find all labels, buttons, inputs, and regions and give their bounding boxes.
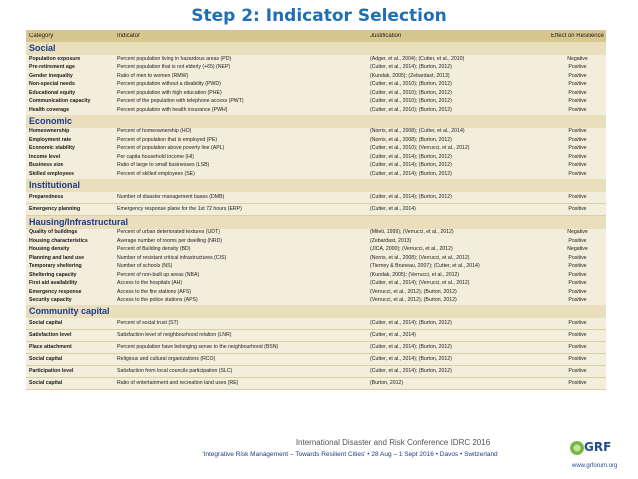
table-row <box>26 246 606 255</box>
table-row <box>26 288 606 297</box>
cell-category: Emergency response <box>29 288 82 295</box>
cell-justification: (Kundak, 2005); (Verrucci, et al., 2012) <box>370 271 460 278</box>
cell-justification: (Cutter, et al., 2014); (Burton, 2012) <box>370 193 452 200</box>
section-title: Hausing/Infrastructural <box>29 216 129 227</box>
cell-category: Housing characteristics <box>29 237 88 244</box>
cell-effect: Positive <box>568 81 587 88</box>
cell-category: Social capital <box>29 356 63 362</box>
cell-justification: (Cutter, et al., 2014); (Verrucci, et al., 2012) <box>370 280 470 287</box>
cell-indicator: Percent of non-built up areas (NBA) <box>117 271 200 278</box>
cell-indicator: Percent population with high education (PHE) <box>117 89 222 96</box>
indicator-table <box>26 30 606 390</box>
table-row <box>26 297 606 306</box>
cell-indicator: Satisfaction level of neighbourhood relation (LNR) <box>117 332 232 338</box>
table-row <box>26 98 606 107</box>
cell-category: Sheltering capacity <box>29 271 77 278</box>
cell-indicator: Number of resistant critical infrastructures (CIS) <box>117 254 227 261</box>
cell-effect: Negative <box>567 246 588 253</box>
cell-indicator: Religious and cultural organizations (RCO) <box>117 356 216 362</box>
table-row <box>26 81 606 90</box>
cell-category: Business size <box>29 162 64 169</box>
cell-indicator: Percent population without a disability (PWD) <box>117 81 221 88</box>
cell-effect: Positive <box>568 128 587 135</box>
table-row <box>26 192 606 203</box>
cell-effect: Positive <box>568 280 587 287</box>
cell-effect: Positive <box>568 136 587 143</box>
table-header-row <box>26 30 606 42</box>
cell-indicator: Ratio of men to women (RMW) <box>117 72 189 79</box>
cell-indicator: Percent of homeownership (HO) <box>117 128 192 135</box>
cell-effect: Positive <box>568 356 587 362</box>
cell-effect: Positive <box>568 153 587 160</box>
cell-category: Communication capacity <box>29 98 91 105</box>
table-row <box>26 128 606 137</box>
cell-indicator: Access to the hospitals (AH) <box>117 280 183 287</box>
cell-category: Security capacity <box>29 297 72 304</box>
cell-justification: (Cutter, et al., 2014); (Burton, 2012) <box>370 162 452 169</box>
section-header <box>26 305 606 318</box>
table-row <box>26 55 606 64</box>
cell-indicator: Number of schools (NS) <box>117 263 173 270</box>
cell-category: Social capital <box>29 320 63 326</box>
cell-justification: (Cutter, et al., 2014); (Burton, 2012) <box>370 320 452 326</box>
cell-category: Quality of buildings <box>29 229 78 236</box>
header-effect: Effect on Resilience <box>551 32 604 39</box>
cell-effect: Positive <box>568 64 587 71</box>
cell-justification: (Cutter, et al., 2014); (Burton, 2012) <box>370 356 452 362</box>
row-divider <box>26 389 606 390</box>
cell-effect: Positive <box>568 98 587 105</box>
cell-effect: Positive <box>568 271 587 278</box>
cell-effect: Positive <box>568 288 587 295</box>
table-row <box>26 204 606 215</box>
table-row <box>26 378 606 389</box>
cell-effect: Positive <box>568 297 587 304</box>
cell-effect: Positive <box>568 237 587 244</box>
cell-category: Gender inequality <box>29 72 73 79</box>
table-row <box>26 89 606 98</box>
logo-text: GRF <box>584 440 612 454</box>
cell-justification: (Norris, et al., 2008); (Burton, 2012) <box>370 136 452 143</box>
cell-effect: Positive <box>568 193 587 200</box>
table-row <box>26 153 606 162</box>
cell-indicator: Percent of skilled employees (SE) <box>117 170 195 177</box>
cell-effect: Positive <box>568 368 587 374</box>
page-title: Step 2: Indicator Selection <box>191 6 447 26</box>
cell-justification: (Mileti, 1999); (Verrucci, et al., 2012) <box>370 229 454 236</box>
table-row <box>26 170 606 179</box>
cell-justification: (Cutter, et al., 2014); (Burton, 2012) <box>370 344 452 350</box>
table-row <box>26 366 606 377</box>
cell-justification: (Cutter, et al., 2014); (Burton, 2012) <box>370 170 452 177</box>
cell-category: Temporary sheltering <box>29 263 82 270</box>
cell-effect: Negative <box>567 229 588 236</box>
cell-category: Place attachment <box>29 344 72 350</box>
section-header <box>26 179 606 192</box>
cell-indicator: Percent of the population with telephone access (PWT) <box>117 98 244 105</box>
cell-category: Preparedness <box>29 193 64 200</box>
header-justification: Justification <box>370 32 402 39</box>
cell-indicator: Satisfaction from local councils participation (SLC) <box>117 368 233 374</box>
cell-effect: Positive <box>568 380 587 386</box>
cell-indicator: Percent of Building density (BD) <box>117 246 191 253</box>
cell-effect: Positive <box>568 72 587 79</box>
cell-justification: (Cutter, et al., 2014) <box>370 332 416 338</box>
table-row <box>26 162 606 171</box>
cell-justification: (Verrucci, et al., 2012); (Burton, 2012) <box>370 288 457 295</box>
cell-effect: Positive <box>568 332 587 338</box>
cell-justification: (Cutter, et al., 2014); (Burton, 2012) <box>370 368 452 374</box>
cell-indicator: Access to the police stations (APS) <box>117 297 198 304</box>
table-row <box>26 330 606 341</box>
table-row <box>26 106 606 115</box>
cell-effect: Negative <box>567 55 588 62</box>
table-row <box>26 136 606 145</box>
cell-indicator: Percent population living in hazardous areas (PD) <box>117 55 232 62</box>
cell-indicator: Access to the fire stations (AFS) <box>117 288 192 295</box>
section-title: Social <box>29 43 56 53</box>
cell-category: Homeownership <box>29 128 70 135</box>
cell-justification: (Adger, et al., 2004); (Cutter, et al., 2010) <box>370 55 465 62</box>
cell-indicator: Percent of population above poverty line (APL) <box>117 145 225 152</box>
cell-justification: (Tierney & Bruneau, 2007); (Cutter, et al., 2014) <box>370 263 480 270</box>
cell-category: Pre-retirement age <box>29 64 75 71</box>
table-row <box>26 342 606 353</box>
cell-indicator: Number of disaster management bases (DMB) <box>117 193 225 200</box>
cell-effect: Positive <box>568 263 587 270</box>
cell-category: Income level <box>29 153 61 160</box>
table-row <box>26 229 606 238</box>
section-title: Economic <box>29 115 73 126</box>
cell-category: Satisfaction level <box>29 332 72 338</box>
cell-justification: (Cutter, et al., 2014) <box>370 205 416 212</box>
cell-category: Emergency planning <box>29 205 81 212</box>
cell-effect: Positive <box>568 170 587 177</box>
cell-effect: Positive <box>568 145 587 152</box>
table-row <box>26 263 606 272</box>
cell-justification: (Kundak, 2005); (Zebardast, 2013) <box>370 72 450 79</box>
section-title: Community capital <box>29 306 110 316</box>
cell-category: First aid availability <box>29 280 78 287</box>
cell-indicator: Percent of urban deteriorated textures (UDT) <box>117 229 220 236</box>
cell-indicator: Percent population have belonging sense to the neighbourhood (BSN) <box>117 344 279 350</box>
cell-justification: (Cutter, et al., 2010); (Burton, 2012) <box>370 81 452 88</box>
cell-justification: (Cutter, et al., 2010); (Burton, 2012) <box>370 106 452 113</box>
cell-category: Non-special needs <box>29 81 75 88</box>
conference-name: International Disaster and Risk Conference IDRC 2016 <box>295 438 491 447</box>
table-row <box>26 271 606 280</box>
cell-effect: Positive <box>568 205 587 212</box>
cell-indicator: Percent of population that is employed (PE) <box>117 136 218 143</box>
cell-category: Housing density <box>29 246 70 253</box>
section-header <box>26 115 606 128</box>
table-row <box>26 318 606 329</box>
cell-indicator: Percent population with health insurance (PWH) <box>117 106 228 113</box>
cell-category: Planning and land use <box>29 254 85 261</box>
table-row <box>26 72 606 81</box>
table-row <box>26 354 606 365</box>
cell-effect: Positive <box>568 344 587 350</box>
cell-indicator: Ratio of entertainment and recreation land uses (RE) <box>117 380 239 386</box>
cell-indicator: Ratio of large to small businesses (LSB) <box>117 162 210 169</box>
cell-category: Participation level <box>29 368 74 374</box>
cell-effect: Positive <box>568 106 587 113</box>
cell-category: Employment rate <box>29 136 72 143</box>
section-header <box>26 42 606 55</box>
cell-indicator: Percent of social trust (ST) <box>117 320 179 326</box>
cell-justification: (JICA, 2000); (Verrucci, et al., 2012) <box>370 246 453 253</box>
cell-indicator: Per capita household income (HI) <box>117 153 194 160</box>
cell-effect: Positive <box>568 254 587 261</box>
table-row <box>26 280 606 289</box>
header-indicator: Indicator <box>117 32 141 39</box>
section-title: Institutional <box>29 179 80 190</box>
cell-effect: Positive <box>568 89 587 96</box>
cell-indicator: Percent population that is not elderly (+65) (NEP) <box>117 64 231 71</box>
cell-justification: (Verrucci, et al., 2012); (Burton, 2012) <box>370 297 457 304</box>
website-url[interactable]: www.grforum.org <box>572 463 618 469</box>
cell-indicator: Average number of rooms per dwelling (NRD) <box>117 237 223 244</box>
table-row <box>26 64 606 73</box>
cell-indicator: Emergency response plane for the 1st 72 hours (ERP) <box>117 205 242 212</box>
cell-category: Health coverage <box>29 106 70 113</box>
cell-justification: (Cutter, et al., 2014); (Burton, 2012) <box>370 64 452 71</box>
cell-justification: (Norris, et al., 2008); (Cutter, et al., 2014) <box>370 128 465 135</box>
cell-justification: (Cutter, et al., 2010); (Verrucci, et al., 2012) <box>370 145 470 152</box>
table-row <box>26 145 606 154</box>
cell-justification: (Zebardast, 2013) <box>370 237 412 244</box>
cell-justification: (Cutter, et al., 2010); (Burton, 2012) <box>370 98 452 105</box>
section-header <box>26 216 606 229</box>
conference-tagline: 'Integrative Risk Management – Towards Resilient Cities' • 28 Aug – 1 Sept 2016 • Davos • Switzerland <box>202 451 498 458</box>
cell-justification: (Cutter, et al., 2010); (Burton, 2012) <box>370 89 452 96</box>
cell-category: Educational equity <box>29 89 76 96</box>
table-row <box>26 254 606 263</box>
cell-category: Skilled employees <box>29 170 74 177</box>
cell-justification: (Norris, et al., 2008); (Verrucci, et al., 2012) <box>370 254 470 261</box>
cell-category: Population exposure <box>29 55 81 62</box>
cell-justification: (Burton, 2012) <box>370 380 404 386</box>
cell-category: Social capital <box>29 380 63 386</box>
cell-effect: Positive <box>568 162 587 169</box>
table-row <box>26 237 606 246</box>
cell-justification: (Cutter, et al., 2014); (Burton, 2012) <box>370 153 452 160</box>
cell-category: Economic stability <box>29 145 75 152</box>
header-category: Category <box>29 32 54 39</box>
cell-effect: Positive <box>568 320 587 326</box>
